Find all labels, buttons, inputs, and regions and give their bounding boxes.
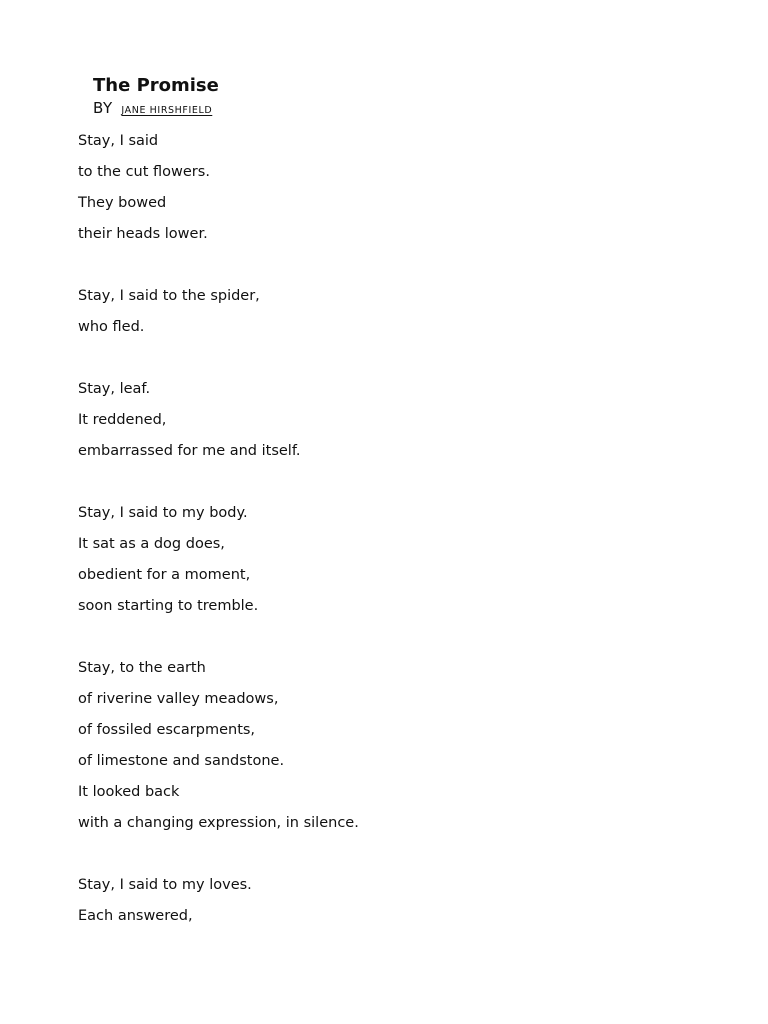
poem-line: Stay, I said bbox=[78, 133, 159, 149]
by-label: BY bbox=[93, 99, 113, 117]
poem-line: They bowed bbox=[78, 195, 167, 211]
poem-line: It reddened, bbox=[78, 412, 167, 428]
poem-line: who fled. bbox=[78, 319, 145, 335]
poem-line: of fossiled escarpments, bbox=[78, 722, 256, 738]
poem-line: with a changing expression, in silence. bbox=[78, 815, 359, 831]
poem-stanza bbox=[78, 131, 698, 255]
poem-line: to the cut flowers. bbox=[78, 164, 210, 180]
poem-body bbox=[78, 131, 698, 968]
poem-line: obedient for a moment, bbox=[78, 567, 251, 583]
poem-line: It sat as a dog does, bbox=[78, 536, 225, 552]
poem-stanza bbox=[78, 875, 698, 937]
poem-line: soon starting to tremble. bbox=[78, 598, 259, 614]
poem-line: It looked back bbox=[78, 784, 180, 800]
poem-stanza bbox=[78, 286, 698, 348]
poem-stanza bbox=[78, 503, 698, 627]
poem-line: their heads lower. bbox=[78, 226, 208, 242]
byline bbox=[93, 99, 212, 120]
poem-line: embarrassed for me and itself. bbox=[78, 443, 301, 459]
author-link[interactable]: JANE HIRSHFIELD bbox=[121, 105, 213, 116]
poem-line: Each answered, bbox=[78, 908, 193, 924]
poem-line: Stay, leaf. bbox=[78, 381, 151, 397]
poem-stanza bbox=[78, 379, 698, 472]
poem-line: of limestone and sandstone. bbox=[78, 753, 285, 769]
poem-stanza bbox=[78, 658, 698, 844]
poem-title: The Promise bbox=[93, 75, 219, 96]
poem-line: Stay, I said to my body. bbox=[78, 505, 248, 521]
poem-line: of riverine valley meadows, bbox=[78, 691, 279, 707]
poem-line: Stay, I said to the spider, bbox=[78, 288, 260, 304]
poem-line: Stay, I said to my loves. bbox=[78, 877, 252, 893]
poem-line: Stay, to the earth bbox=[78, 660, 206, 676]
